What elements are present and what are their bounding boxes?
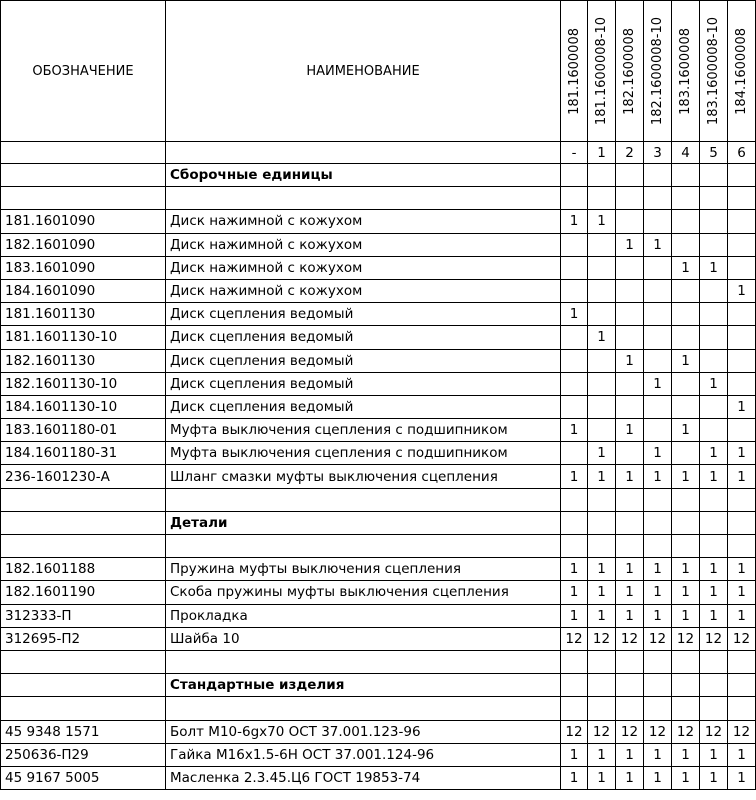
empty-cell: [644, 187, 672, 210]
empty-cell: [672, 650, 700, 673]
variant-header-label: 182.1600008-10: [650, 16, 665, 126]
quantity-cell: 1: [561, 210, 588, 233]
quantity-cell: [644, 279, 672, 302]
quantity-cell: 1: [700, 256, 728, 279]
quantity-cell: [728, 372, 756, 395]
empty-cell: [644, 674, 672, 697]
quantity-cell: 1: [616, 581, 644, 604]
empty-cell: [616, 650, 644, 673]
part-name-cell: Диск сцепления ведомый: [166, 372, 561, 395]
quantity-cell: [561, 395, 588, 418]
quantity-cell: 1: [616, 349, 644, 372]
variant-number: 3: [644, 142, 672, 164]
variant-header-label: 181.1600008: [566, 27, 582, 115]
quantity-cell: [561, 279, 588, 302]
quantity-cell: 1: [728, 743, 756, 766]
quantity-cell: [644, 395, 672, 418]
quantity-cell: [700, 233, 728, 256]
section-row: [1, 164, 756, 187]
quantity-cell: [700, 326, 728, 349]
quantity-cell: [644, 419, 672, 442]
part-name-cell: Диск нажимной с кожухом: [166, 279, 561, 302]
quantity-cell: [561, 256, 588, 279]
section-row: [1, 511, 756, 534]
quantity-cell: 12: [588, 627, 616, 650]
variant-number-row: [1, 142, 756, 164]
empty-cell: [588, 187, 616, 210]
empty-cell: [728, 187, 756, 210]
empty-cell: [561, 674, 588, 697]
quantity-cell: [616, 210, 644, 233]
part-name-cell: Муфта выключения сцепления с подшипником: [166, 442, 561, 465]
part-code-cell: 184.1601180-31: [1, 442, 166, 465]
quantity-cell: [561, 326, 588, 349]
quantity-cell: 1: [561, 303, 588, 326]
quantity-cell: [561, 349, 588, 372]
empty-cell: [588, 535, 616, 558]
variant-number: 1: [588, 142, 616, 164]
part-name-cell: Диск сцепления ведомый: [166, 326, 561, 349]
quantity-cell: 1: [561, 465, 588, 488]
variant-number: 4: [672, 142, 700, 164]
empty-cell: [672, 488, 700, 511]
empty-cell: [644, 650, 672, 673]
part-name-cell: Диск сцепления ведомый: [166, 349, 561, 372]
part-name-cell: Шланг смазки муфты выключения сцепления: [166, 465, 561, 488]
empty-cell: [1, 142, 166, 164]
empty-cell: [1, 511, 166, 534]
empty-cell: [1, 650, 166, 673]
quantity-cell: 1: [644, 581, 672, 604]
part-code-cell: 312333-П: [1, 604, 166, 627]
part-name-cell: Гайка М16х1.5-6Н ОСТ 37.001.124-96: [166, 743, 561, 766]
empty-cell: [728, 488, 756, 511]
empty-cell: [700, 187, 728, 210]
quantity-cell: 1: [672, 256, 700, 279]
quantity-cell: 1: [700, 558, 728, 581]
empty-cell: [588, 650, 616, 673]
part-name-cell: Шайба 10: [166, 627, 561, 650]
variant-header-label: 183.1600008-10: [706, 16, 721, 126]
table-row: [1, 279, 756, 302]
quantity-cell: 1: [644, 442, 672, 465]
quantity-cell: 12: [616, 720, 644, 743]
quantity-cell: 12: [561, 720, 588, 743]
quantity-cell: [616, 256, 644, 279]
empty-cell: [561, 697, 588, 720]
quantity-cell: 1: [672, 349, 700, 372]
quantity-cell: 12: [588, 720, 616, 743]
part-name-cell: Болт М10-6gх70 ОСТ 37.001.123-96: [166, 720, 561, 743]
table-row: [1, 465, 756, 488]
part-code-cell: 182.1601188: [1, 558, 166, 581]
quantity-cell: [700, 210, 728, 233]
part-name-cell: Масленка 2.3.45.Ц6 ГОСТ 19853-74: [166, 766, 561, 789]
table-row: [1, 349, 756, 372]
table-row: [1, 743, 756, 766]
quantity-cell: 1: [616, 766, 644, 789]
table-row: [1, 627, 756, 650]
quantity-cell: [588, 349, 616, 372]
quantity-cell: 1: [672, 558, 700, 581]
part-name-cell: Муфта выключения сцепления с подшипником: [166, 419, 561, 442]
part-name-cell: Диск нажимной с кожухом: [166, 233, 561, 256]
quantity-cell: 1: [700, 442, 728, 465]
quantity-cell: [672, 210, 700, 233]
quantity-cell: [588, 372, 616, 395]
table-row: [1, 233, 756, 256]
empty-cell: [700, 511, 728, 534]
part-name-cell: Диск нажимной с кожухом: [166, 210, 561, 233]
empty-cell: [616, 535, 644, 558]
table-row: [1, 558, 756, 581]
empty-cell: [166, 697, 561, 720]
quantity-cell: 12: [644, 720, 672, 743]
quantity-cell: 12: [561, 627, 588, 650]
empty-cell: [1, 535, 166, 558]
table-row: [1, 604, 756, 627]
quantity-cell: 1: [588, 581, 616, 604]
quantity-cell: [644, 303, 672, 326]
empty-cell: [561, 164, 588, 187]
quantity-cell: 1: [616, 233, 644, 256]
quantity-cell: [588, 395, 616, 418]
quantity-cell: 1: [700, 766, 728, 789]
blank-row: [1, 535, 756, 558]
quantity-cell: 1: [561, 766, 588, 789]
quantity-cell: 1: [728, 581, 756, 604]
empty-cell: [700, 488, 728, 511]
quantity-cell: 1: [728, 395, 756, 418]
part-code-cell: 312695-П2: [1, 627, 166, 650]
part-code-cell: 182.1601130: [1, 349, 166, 372]
part-code-cell: 181.1601090: [1, 210, 166, 233]
quantity-cell: 1: [561, 419, 588, 442]
part-code-cell: 45 9348 1571: [1, 720, 166, 743]
empty-cell: [672, 187, 700, 210]
empty-cell: [561, 535, 588, 558]
empty-cell: [672, 535, 700, 558]
quantity-cell: [588, 419, 616, 442]
empty-cell: [561, 488, 588, 511]
part-code-cell: 183.1601180-01: [1, 419, 166, 442]
code-column-header: ОБОЗНАЧЕНИЕ: [1, 1, 166, 142]
part-name-cell: Диск нажимной с кожухом: [166, 256, 561, 279]
quantity-cell: [728, 256, 756, 279]
empty-cell: [728, 164, 756, 187]
empty-cell: [1, 488, 166, 511]
quantity-cell: [672, 372, 700, 395]
quantity-cell: 1: [728, 442, 756, 465]
variant-header: [700, 1, 728, 142]
part-name-cell: Диск сцепления ведомый: [166, 303, 561, 326]
empty-cell: [644, 488, 672, 511]
section-title: Стандартные изделия: [166, 674, 561, 697]
quantity-cell: [672, 233, 700, 256]
empty-cell: [644, 697, 672, 720]
quantity-cell: 12: [644, 627, 672, 650]
empty-cell: [588, 674, 616, 697]
quantity-cell: 1: [644, 372, 672, 395]
empty-cell: [672, 697, 700, 720]
quantity-cell: 1: [728, 766, 756, 789]
quantity-cell: [588, 303, 616, 326]
quantity-cell: 1: [588, 766, 616, 789]
empty-cell: [588, 164, 616, 187]
quantity-cell: 1: [700, 465, 728, 488]
blank-row: [1, 488, 756, 511]
quantity-cell: [616, 395, 644, 418]
variant-header: [561, 1, 588, 142]
empty-cell: [616, 511, 644, 534]
part-name-cell: Диск сцепления ведомый: [166, 395, 561, 418]
quantity-cell: 1: [700, 743, 728, 766]
quantity-cell: [588, 279, 616, 302]
header-row: [1, 1, 756, 142]
empty-cell: [616, 164, 644, 187]
quantity-cell: 1: [672, 419, 700, 442]
variant-header-label: 181.1600008-10: [594, 16, 609, 126]
quantity-cell: 1: [700, 372, 728, 395]
table-row: [1, 442, 756, 465]
empty-cell: [700, 164, 728, 187]
empty-cell: [672, 511, 700, 534]
quantity-cell: 1: [644, 743, 672, 766]
table-row: [1, 372, 756, 395]
variant-header: [728, 1, 756, 142]
part-name-cell: Пружина муфты выключения сцепления: [166, 558, 561, 581]
table-row: [1, 395, 756, 418]
quantity-cell: 1: [561, 604, 588, 627]
empty-cell: [616, 187, 644, 210]
table-row: [1, 210, 756, 233]
empty-cell: [700, 674, 728, 697]
quantity-cell: [616, 442, 644, 465]
empty-cell: [561, 650, 588, 673]
empty-cell: [561, 511, 588, 534]
quantity-cell: 1: [561, 743, 588, 766]
empty-cell: [1, 187, 166, 210]
quantity-cell: [561, 233, 588, 256]
part-name-cell: Скоба пружины муфты выключения сцепления: [166, 581, 561, 604]
empty-cell: [561, 187, 588, 210]
table-row: [1, 766, 756, 789]
quantity-cell: 1: [728, 465, 756, 488]
table-row: [1, 419, 756, 442]
quantity-cell: 1: [561, 581, 588, 604]
quantity-cell: 1: [672, 604, 700, 627]
table-body: [1, 164, 756, 790]
empty-cell: [700, 535, 728, 558]
blank-row: [1, 697, 756, 720]
part-code-cell: 182.1601090: [1, 233, 166, 256]
part-code-cell: 45 9167 5005: [1, 766, 166, 789]
empty-cell: [616, 488, 644, 511]
quantity-cell: [700, 279, 728, 302]
variant-number: -: [561, 142, 588, 164]
variant-header-label: 182.1600008: [622, 27, 637, 115]
quantity-cell: 1: [644, 465, 672, 488]
quantity-cell: [616, 326, 644, 349]
variant-header-label: 184.1600008: [734, 27, 749, 115]
variant-header: [672, 1, 700, 142]
quantity-cell: [644, 349, 672, 372]
quantity-cell: 1: [616, 743, 644, 766]
blank-row: [1, 650, 756, 673]
part-name-cell: Прокладка: [166, 604, 561, 627]
quantity-cell: [616, 279, 644, 302]
empty-cell: [644, 535, 672, 558]
quantity-cell: [588, 233, 616, 256]
quantity-cell: 12: [700, 627, 728, 650]
quantity-cell: 1: [616, 558, 644, 581]
quantity-cell: [700, 349, 728, 372]
quantity-cell: [728, 326, 756, 349]
quantity-cell: 1: [728, 279, 756, 302]
quantity-cell: 1: [672, 766, 700, 789]
empty-cell: [1, 164, 166, 187]
quantity-cell: [588, 256, 616, 279]
variant-number: 6: [728, 142, 756, 164]
variant-number: 5: [700, 142, 728, 164]
empty-cell: [166, 187, 561, 210]
empty-cell: [1, 674, 166, 697]
section-title: Сборочные единицы: [166, 164, 561, 187]
quantity-cell: 1: [588, 743, 616, 766]
variant-header: [616, 1, 644, 142]
empty-cell: [166, 142, 561, 164]
quantity-cell: 1: [644, 766, 672, 789]
part-code-cell: 184.1601090: [1, 279, 166, 302]
quantity-cell: [700, 419, 728, 442]
empty-cell: [644, 164, 672, 187]
empty-cell: [166, 650, 561, 673]
empty-cell: [616, 674, 644, 697]
quantity-cell: 1: [616, 465, 644, 488]
variant-number: 2: [616, 142, 644, 164]
empty-cell: [616, 697, 644, 720]
quantity-cell: [672, 395, 700, 418]
quantity-cell: [700, 395, 728, 418]
quantity-cell: [561, 372, 588, 395]
table-row: [1, 256, 756, 279]
quantity-cell: 1: [700, 604, 728, 627]
quantity-cell: 1: [672, 743, 700, 766]
quantity-cell: [644, 256, 672, 279]
variant-header-label: 183.1600008: [678, 27, 693, 115]
quantity-cell: [672, 303, 700, 326]
quantity-cell: [728, 210, 756, 233]
empty-cell: [166, 535, 561, 558]
empty-cell: [700, 697, 728, 720]
quantity-cell: 1: [728, 558, 756, 581]
part-code-cell: 181.1601130-10: [1, 326, 166, 349]
empty-cell: [588, 511, 616, 534]
quantity-cell: [672, 279, 700, 302]
variant-header: [644, 1, 672, 142]
part-code-cell: 182.1601190: [1, 581, 166, 604]
quantity-cell: 1: [588, 604, 616, 627]
empty-cell: [728, 650, 756, 673]
part-code-cell: 250636-П29: [1, 743, 166, 766]
quantity-cell: [644, 326, 672, 349]
empty-cell: [588, 488, 616, 511]
quantity-cell: 12: [672, 627, 700, 650]
table-row: [1, 720, 756, 743]
quantity-cell: 1: [588, 442, 616, 465]
quantity-cell: 12: [616, 627, 644, 650]
variant-header: [588, 1, 616, 142]
quantity-cell: 1: [728, 604, 756, 627]
quantity-cell: [728, 419, 756, 442]
quantity-cell: 1: [616, 604, 644, 627]
quantity-cell: 1: [588, 326, 616, 349]
quantity-cell: [561, 442, 588, 465]
quantity-cell: 1: [672, 465, 700, 488]
quantity-cell: 1: [616, 419, 644, 442]
empty-cell: [588, 697, 616, 720]
quantity-cell: [728, 233, 756, 256]
blank-row: [1, 187, 756, 210]
quantity-cell: [616, 303, 644, 326]
part-code-cell: 182.1601130-10: [1, 372, 166, 395]
empty-cell: [728, 535, 756, 558]
quantity-cell: 1: [588, 210, 616, 233]
quantity-cell: 1: [700, 581, 728, 604]
section-row: [1, 674, 756, 697]
empty-cell: [700, 650, 728, 673]
empty-cell: [644, 511, 672, 534]
quantity-cell: 1: [588, 558, 616, 581]
quantity-cell: 1: [672, 581, 700, 604]
table-row: [1, 326, 756, 349]
quantity-cell: [672, 326, 700, 349]
section-title: Детали: [166, 511, 561, 534]
part-code-cell: 183.1601090: [1, 256, 166, 279]
quantity-cell: 12: [700, 720, 728, 743]
table-row: [1, 581, 756, 604]
part-code-cell: 184.1601130-10: [1, 395, 166, 418]
table-row: [1, 303, 756, 326]
quantity-cell: 1: [644, 604, 672, 627]
quantity-cell: 1: [644, 558, 672, 581]
empty-cell: [166, 488, 561, 511]
quantity-cell: [644, 210, 672, 233]
part-code-cell: 236-1601230-А: [1, 465, 166, 488]
quantity-cell: [700, 303, 728, 326]
quantity-cell: [728, 349, 756, 372]
part-code-cell: 181.1601130: [1, 303, 166, 326]
quantity-cell: 12: [728, 720, 756, 743]
quantity-cell: 12: [728, 627, 756, 650]
quantity-cell: [616, 372, 644, 395]
quantity-cell: 1: [588, 465, 616, 488]
empty-cell: [672, 674, 700, 697]
quantity-cell: 1: [644, 233, 672, 256]
quantity-cell: [728, 303, 756, 326]
quantity-cell: 12: [672, 720, 700, 743]
empty-cell: [728, 674, 756, 697]
empty-cell: [728, 511, 756, 534]
empty-cell: [672, 164, 700, 187]
quantity-cell: 1: [561, 558, 588, 581]
quantity-cell: [672, 442, 700, 465]
empty-cell: [728, 697, 756, 720]
name-column-header: НАИМЕНОВАНИЕ: [166, 1, 561, 142]
empty-cell: [1, 697, 166, 720]
